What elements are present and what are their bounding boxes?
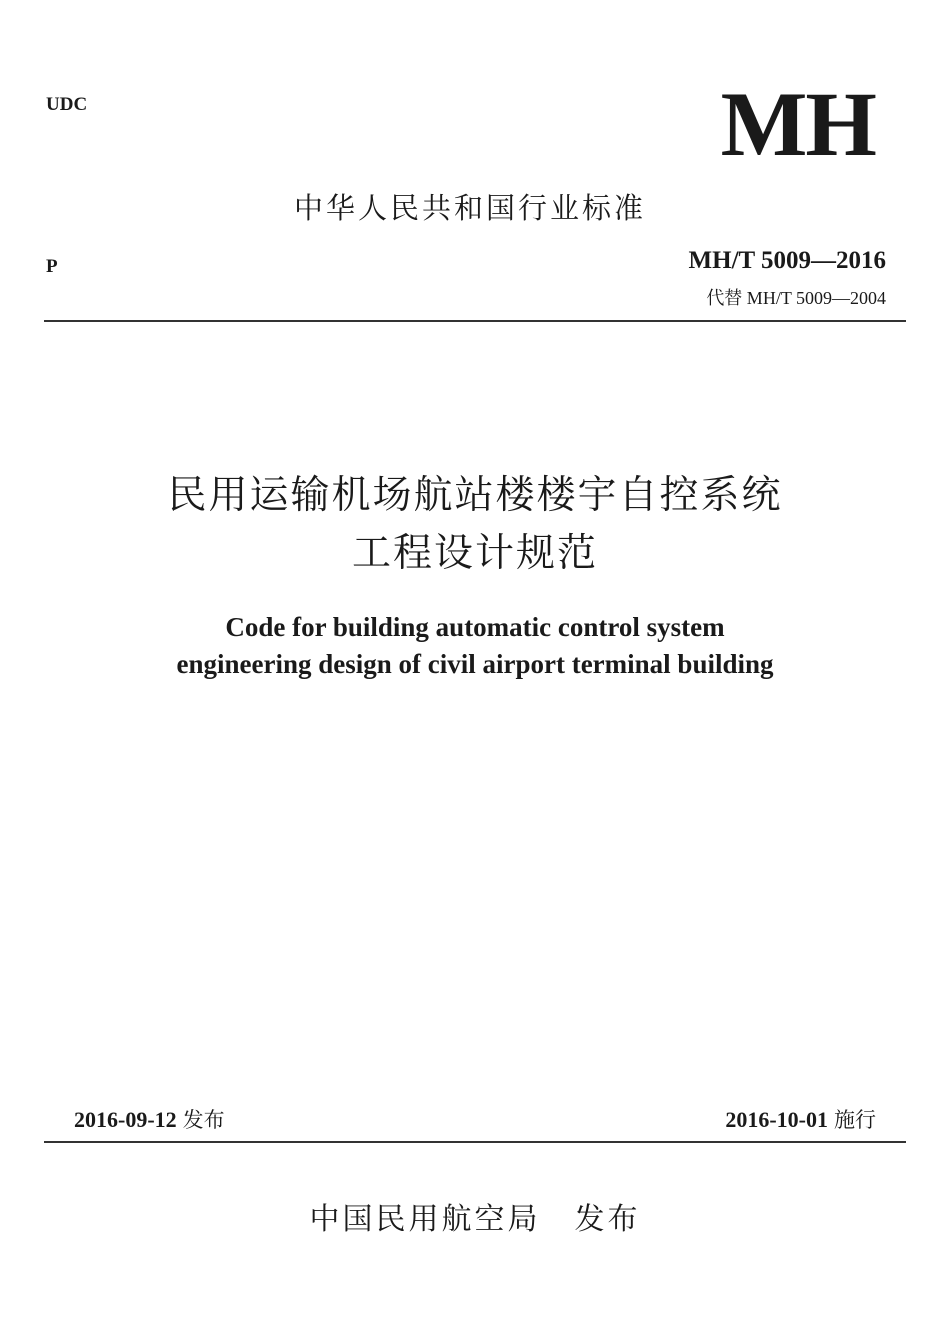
udc-label: UDC bbox=[46, 94, 88, 115]
replaces-standard: 代替 MH/T 5009—2004 bbox=[706, 288, 886, 308]
title-en-line-1: Code for building automatic control system bbox=[225, 612, 725, 642]
implementation-date bbox=[725, 1104, 876, 1134]
title-en-line-2: engineering design of civil airport terminal building bbox=[176, 649, 774, 679]
mh-logo: MH bbox=[720, 73, 875, 175]
publisher-name: 中国民用航空局 bbox=[309, 1202, 541, 1237]
publisher bbox=[0, 1194, 950, 1238]
publisher-action: 发布 bbox=[574, 1202, 641, 1237]
top-divider bbox=[44, 320, 906, 322]
standard-number: MH/T 5009—2016 bbox=[688, 247, 886, 274]
bottom-divider bbox=[44, 1141, 906, 1143]
title-cn-line-1: 民用运输机场航站楼楼宇自控系统 bbox=[167, 473, 783, 518]
category-code: P bbox=[46, 256, 58, 277]
issue-date-value: 2016-09-12 bbox=[74, 1107, 177, 1132]
issue-date bbox=[74, 1104, 225, 1134]
implementation-label: 施行 bbox=[834, 1108, 876, 1132]
implementation-date-value: 2016-10-01 bbox=[725, 1107, 828, 1132]
industry-standard-heading: 中华人民共和国行业标准 bbox=[294, 191, 647, 225]
title-cn-line-2: 工程设计规范 bbox=[351, 531, 598, 576]
issue-label: 发布 bbox=[182, 1108, 225, 1132]
